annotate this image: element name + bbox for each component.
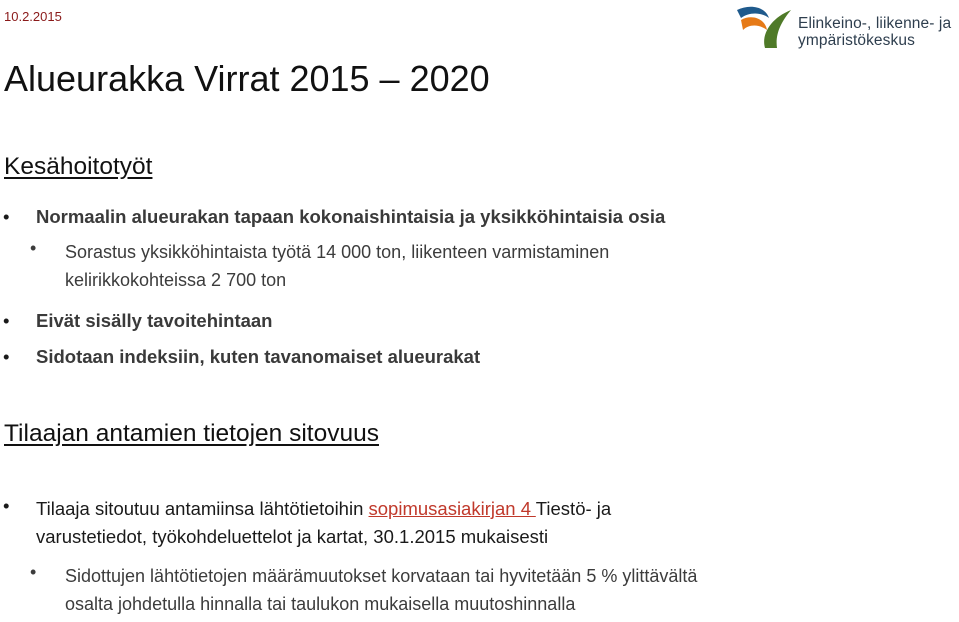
bullet-text: Sidotaan indeksiin, kuten tavanomaiset alueurakat bbox=[36, 346, 481, 367]
bullet-text-pre: Tilaaja sitoutuu antamiinsa lähtötietoihin bbox=[36, 498, 369, 519]
bullet-dot: • bbox=[30, 238, 37, 258]
section-heading-tilaajan-tiedot: Tilaajan antamien tietojen sitovuus bbox=[4, 420, 379, 447]
sub-bullet-line2: osalta johdetulla hinnalla tai taulukon mukaisella muutoshinnalla bbox=[65, 594, 576, 614]
bullet-dot: • bbox=[3, 495, 10, 516]
bullet-text: Eivät sisälly tavoitehintaan bbox=[36, 310, 273, 331]
bullet-text bbox=[36, 495, 611, 551]
slide-title: Alueurakka Virrat 2015 – 2020 bbox=[4, 58, 490, 99]
ely-logo bbox=[735, 4, 959, 54]
date-label: 10.2.2015 bbox=[4, 9, 62, 24]
sub-bullet-line1: Sidottujen lähtötietojen määrämuutokset korvataan tai hyvitetään 5 % ylittävältä bbox=[65, 566, 698, 586]
bullet-line2: varustetiedot, työkohdeluettelot ja kartat, 30.1.2015 mukaisesti bbox=[36, 526, 549, 547]
sub-bullet-line1: Sorastus yksikköhintaista työtä 14 000 ton, liikenteen varmistaminen bbox=[65, 242, 610, 262]
bullet-dot: • bbox=[3, 346, 10, 367]
bullet-line1 bbox=[36, 495, 611, 523]
logo-text-line2: ympäristökeskus bbox=[798, 32, 915, 49]
bullet-text-post: Tiestö- ja bbox=[535, 498, 612, 519]
bullet-dot: • bbox=[30, 562, 37, 582]
sopimusasiakirja-link[interactable]: sopimusasiakirjan 4 bbox=[368, 498, 536, 519]
bullet-dot: • bbox=[3, 206, 10, 227]
sub-bullet-text bbox=[65, 238, 609, 294]
logo-text-line1: Elinkeino-, liikenne- ja bbox=[798, 15, 952, 32]
sub-bullet-line2: kelirikkokohteissa 2 700 ton bbox=[65, 270, 287, 290]
ely-emblem-icon bbox=[735, 4, 797, 54]
bullet-text: Normaalin alueurakan tapaan kokonaishintaisia ja yksikköhintaisia osia bbox=[36, 206, 666, 227]
bullet-dot: • bbox=[3, 310, 10, 331]
sub-bullet-text bbox=[65, 562, 697, 618]
section-heading-kesahoitotyot: Kesähoitotyöt bbox=[4, 153, 153, 180]
